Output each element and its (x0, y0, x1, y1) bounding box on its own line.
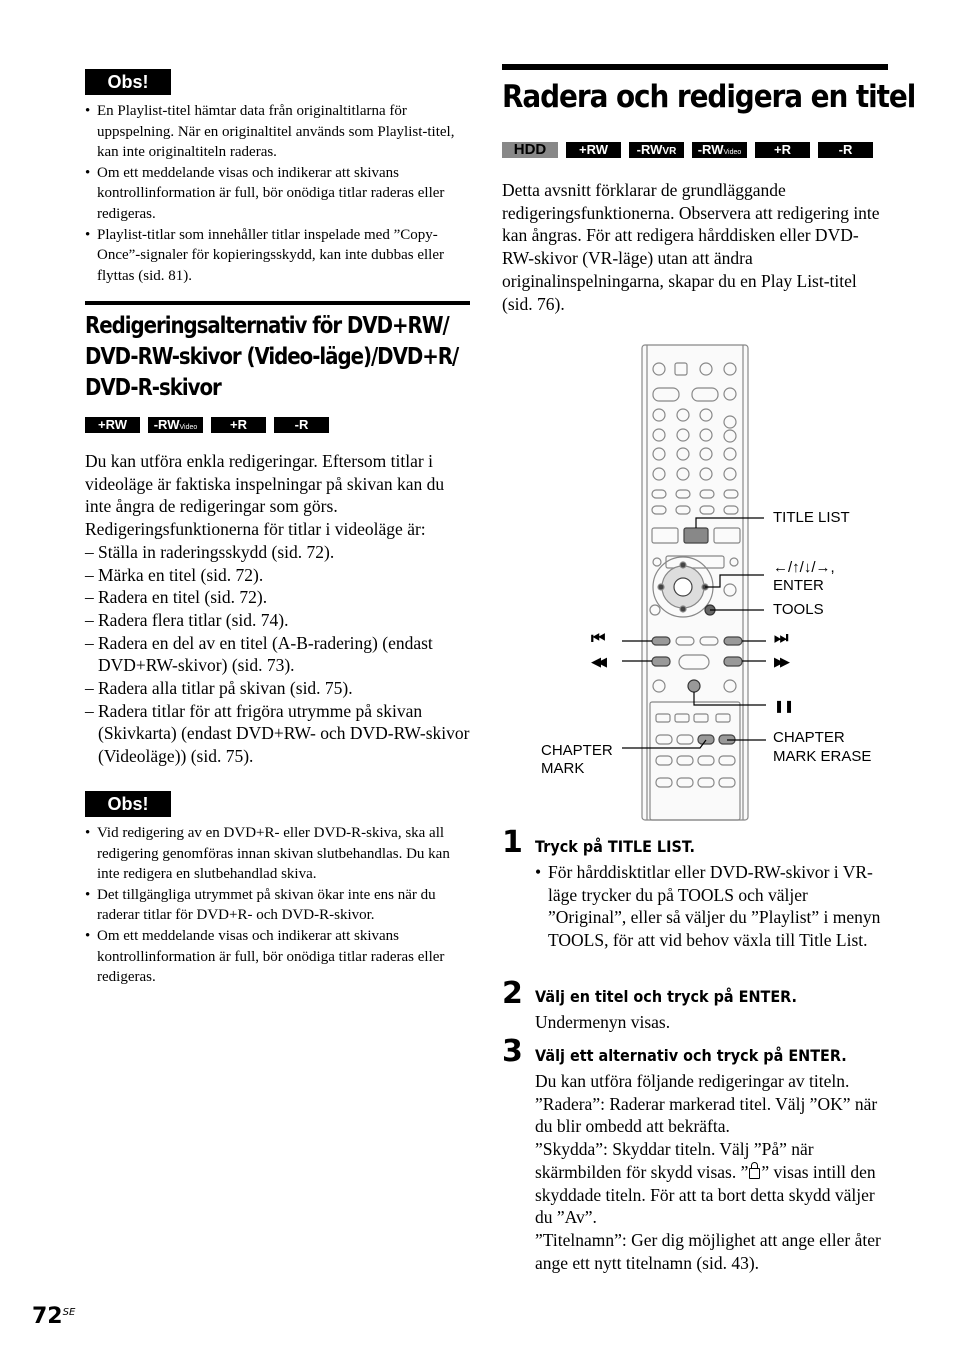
fast-forward-icon: ▶▶ (774, 654, 786, 669)
label-chapter-mark-2: MARK (541, 760, 585, 777)
label-chapter-erase-1: CHAPTER (773, 729, 845, 746)
obs-label: Obs! (85, 791, 171, 817)
label-chapter-erase-2: MARK ERASE (773, 748, 872, 765)
step-title: Välj ett alternativ och tryck på ENTER. (535, 1046, 847, 1065)
badge-plus-rw: +RW (566, 142, 621, 158)
label-title-list: TITLE LIST (773, 509, 850, 526)
note-item: • Vid redigering av en DVD+R- eller DVD-R-skiva, ska all redigering genomföras innan skivan slutbehandlas. Du kan inte redigera en slutbehandlad skiva. (85, 823, 475, 885)
step-body: Du kan utföra följande redigeringar av titeln. ”Radera”: Raderar markerad titel. Välj ”OK” när du blir ombedd att bekräfta. ”Skydda”: Skyddar titeln. Välj ”På” när skärmbilden för skydd visas. ” ” visas intill den skyddade titeln. För att ta bort detta skydd väljer du ”Av”. ”Titelnamn”: Ger dig möjlighet att ange eller åter ange ett nytt titelnamn (sid. 43). (535, 1071, 881, 1273)
badge-minus-rw-vr: -RWVR (629, 142, 684, 158)
badge-minus-rw-video: -RWVideo (148, 417, 203, 433)
rewind-icon: ◀◀ (591, 654, 603, 669)
note-item: • Playlist-titlar som innehåller titlar inspelade med ”Copy-Once”-signaler för kopieringsskydd, kan inte dubbas eller flyttas (sid. 81). (85, 225, 475, 287)
badge-minus-r: -R (274, 417, 329, 433)
badge-minus-r: -R (818, 142, 873, 158)
note-item: • Det tillgängliga utrymmet på skivan ökar inte ens när du raderar titlar för DVD+R- och DVD-R-skivor. (85, 885, 475, 926)
list-item: – Radera alla titlar på skivan (sid. 75). (85, 677, 473, 700)
page-number: $72^{SE}$ (32, 1304, 76, 1329)
note-1 (85, 101, 475, 286)
note-item: • Om ett meddelande visas och indikerar att skivans kontrollinformation är full, bör onödiga titlar raderas eller redigeras. (85, 163, 475, 225)
step-number: 3 (502, 1034, 523, 1069)
list-item: – Märka en titel (sid. 72). (85, 564, 473, 587)
media-badges-right (502, 142, 881, 158)
step-title: Välj en titel och tryck på ENTER. (535, 987, 798, 1006)
obs-label: Obs! (85, 69, 171, 95)
left-intro: Du kan utföra enkla redigeringar. Eftersom titlar i videoläge är faktiska inspelningar på skivan kan du inte ångra de redigeringar som görs. Redigeringsfunktionerna för titlar i videoläge är: – Ställa in raderingsskydd (sid. 72). – Märka en titel (sid. 72). – Radera en titel (sid. 72). – Radera flera titlar (sid. 74). – Radera en del av en titel (A-B-radering) (endast DVD+RW-skivor) (sid. 73). – Radera alla titlar på skivan (sid. 75). – Radera titlar för att frigöra utrymme på skivan (Skivkarta) (endast DVD+RW- och DVD-RW-skivor (Videoläge)) (sid. 75). (85, 450, 473, 768)
label-arrows: ←/↑/↓/→, (773, 559, 835, 576)
right-intro: Detta avsnitt förklarar de grundläggande redigeringsfunktionerna. Observera att redigering inte kan ångras. För att redigera hårddisken eller DVD-RW-skivor (VR-läge) utan att ändra originalinspelningarna, skapar du en Play List-titel (sid. 76). (502, 180, 880, 314)
step-number: 1 (502, 825, 523, 860)
list-item: – Radera flera titlar (sid. 74). (85, 609, 473, 632)
list-item: – Ställa in raderingsskydd (sid. 72). (85, 541, 473, 564)
section-rule (85, 301, 470, 305)
title-rule (502, 64, 888, 70)
label-tools: TOOLS (773, 601, 824, 618)
note-2 (85, 823, 475, 988)
note-item: • Om ett meddelande visas och indikerar att skivans kontrollinformation är full, bör onödiga titlar raderas eller redigeras. (85, 926, 475, 988)
list-item: – Radera en titel (sid. 72). (85, 586, 473, 609)
note-item: • En Playlist-titel hämtar data från originaltitlarna för uppspelning. När en originaltitel används som Playlist-titel, kan inte originaltiteln raderas. (85, 101, 475, 163)
page-title: Radera och redigera en titel (502, 79, 916, 115)
badge-plus-rw: +RW (85, 417, 140, 433)
step-number: 2 (502, 976, 523, 1011)
step-title: Tryck på TITLE LIST. (535, 837, 695, 856)
badge-hdd: HDD (502, 142, 558, 158)
prev-icon: ⏮ (591, 630, 606, 647)
section-heading: Redigeringsalternativ för DVD+RW/ DVD-RW-skivor (Video-läge)/DVD+R/ DVD-R-skivor (85, 313, 459, 401)
step-body: Undermenyn visas. (535, 1012, 671, 1032)
step-body: • För hårddisktitlar eller DVD-RW-skivor i VR-läge trycker du på TOOLS och väljer ”Original”, eller så väljer du ”Playlist” i menyn TOOLS, för att vid behov växla till Title List. (535, 861, 887, 952)
list-item: – Radera en del av en titel (A-B-radering) (endast DVD+RW-skivor) (sid. 73). (85, 632, 473, 677)
badge-minus-rw-video: -RWVideo (692, 142, 747, 158)
media-badges (85, 417, 337, 433)
pause-icon: ❚❚ (774, 699, 795, 713)
badge-plus-r: +R (755, 142, 810, 158)
badge-plus-r: +R (211, 417, 266, 433)
lock-icon (749, 1168, 760, 1179)
label-enter: ENTER (773, 577, 824, 594)
label-chapter-mark-1: CHAPTER (541, 742, 613, 759)
list-item: – Radera titlar för att frigöra utrymme på skivan (Skivkarta) (endast DVD+RW- och DVD-RW-skivor (Videoläge)) (sid. 75). (85, 700, 473, 768)
next-icon: ⏭ (774, 630, 789, 647)
